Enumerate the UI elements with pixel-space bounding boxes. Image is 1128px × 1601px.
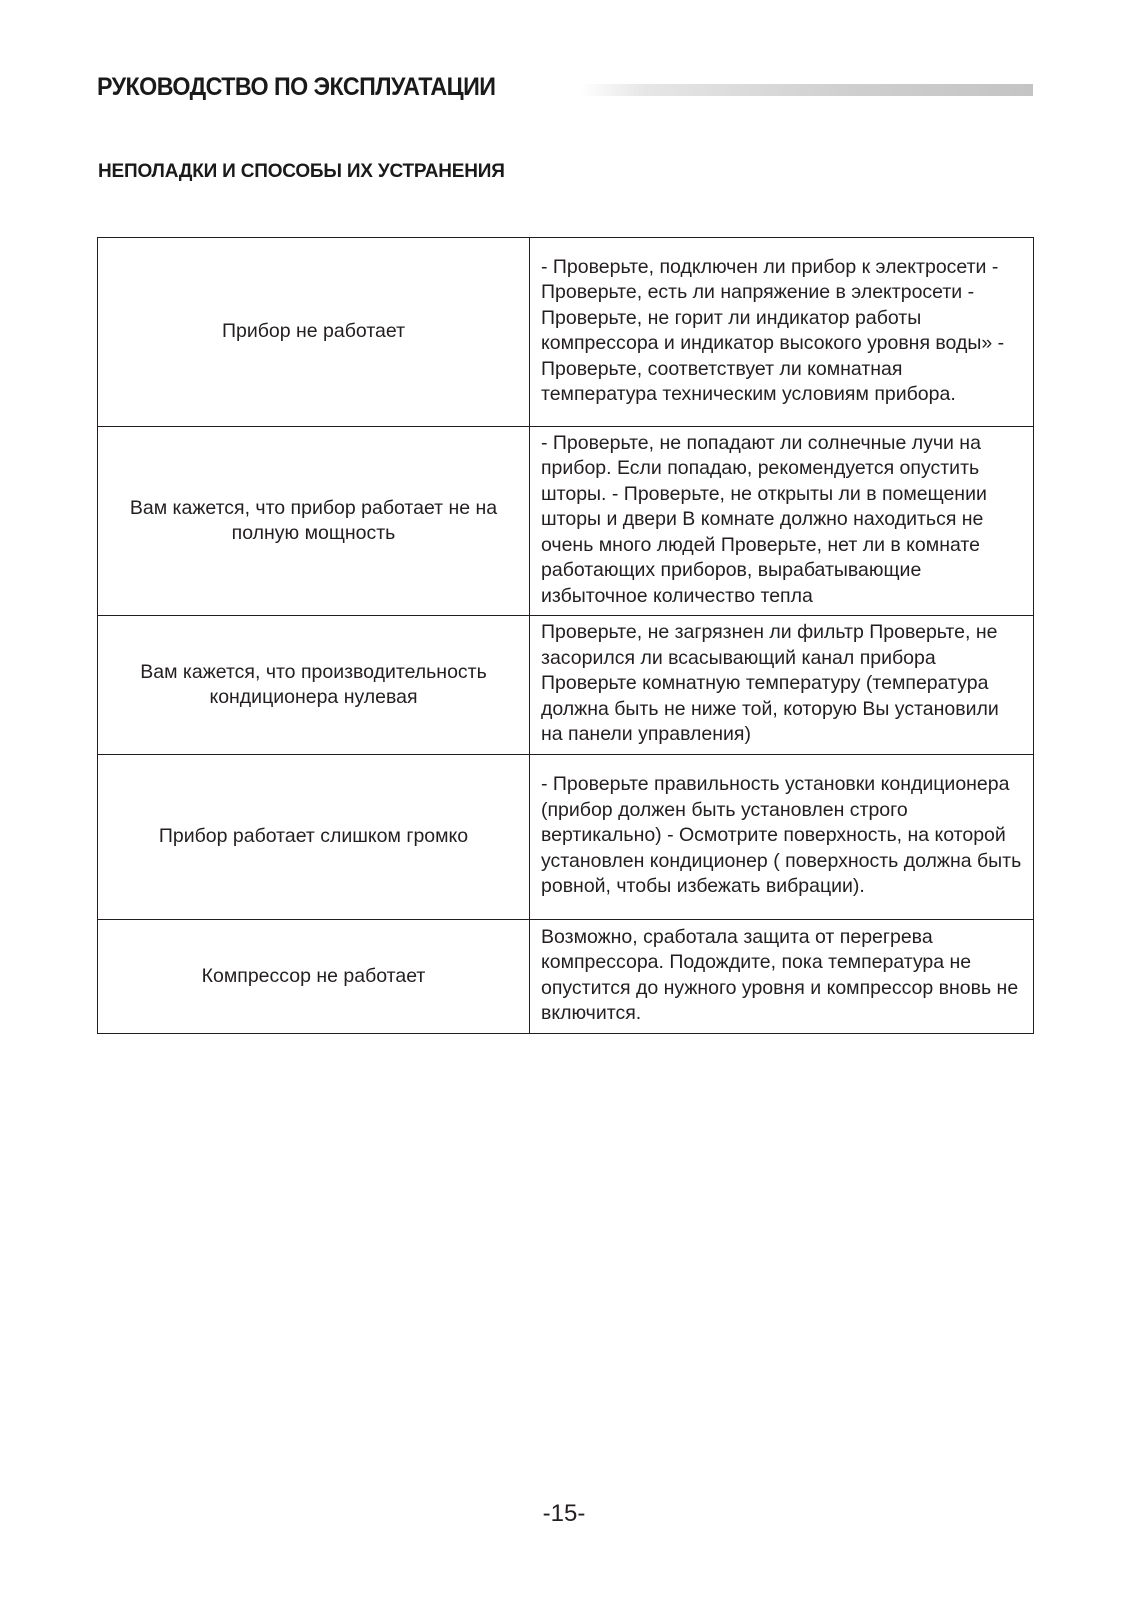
table-row [98, 616, 1034, 755]
problem-cell: Прибор не работает [98, 238, 530, 427]
solution-cell: - Проверьте, не попадают ли солнечные лучи на прибор. Если попадаю, рекомендуется опустить шторы. - Проверьте, не открыты ли в помещении шторы и двери В комнате должно находиться не очень много людей Проверьте, нет ли в комнате работающих приборов, вырабатывающие избыточное количество тепла [530, 427, 1034, 616]
header-decorative-bar [579, 84, 1033, 96]
solution-cell: - Проверьте, подключен ли прибор к электросети - Проверьте, есть ли напряжение в электросети - Проверьте, не горит ли индикатор работы компрессора и индикатор высокого уровня воды» - Проверьте, соответствует ли комнатная температура техническим условиям прибора. [530, 238, 1034, 427]
page-header [97, 72, 1033, 102]
problem-cell: Вам кажется, что производительность кондиционера нулевая [98, 616, 530, 755]
manual-title: РУКОВОДСТВО ПО ЭКСПЛУАТАЦИИ [97, 73, 496, 101]
page-number: -15- [542, 1500, 586, 1527]
problem-cell: Компрессор не работает [98, 920, 530, 1034]
table-row [98, 920, 1034, 1034]
troubleshooting-table [97, 237, 1034, 1034]
problem-cell: Прибор работает слишком громко [98, 755, 530, 920]
section-title: НЕПОЛАДКИ И СПОСОБЫ ИХ УСТРАНЕНИЯ [98, 161, 505, 182]
table-row [98, 427, 1034, 616]
table-row [98, 238, 1034, 427]
solution-cell: - Проверьте правильность установки кондиционера (прибор должен быть установлен строго вертикально) - Осмотрите поверхность, на которой установлен кондиционер ( поверхность должна быть ровной, чтобы избежать вибрации). [530, 755, 1034, 920]
solution-cell: Проверьте, не загрязнен ли фильтр Проверьте, не засорился ли всасывающий канал прибора Проверьте комнатную температуру (температура должна быть не ниже той, которую Вы установили на панели управления) [530, 616, 1034, 755]
table-row [98, 755, 1034, 920]
solution-cell: Возможно, сработала защита от перегрева компрессора. Подождите, пока температура не опустится до нужного уровня и компрессор вновь не включится. [530, 920, 1034, 1034]
problem-cell: Вам кажется, что прибор работает не на полную мощность [98, 427, 530, 616]
